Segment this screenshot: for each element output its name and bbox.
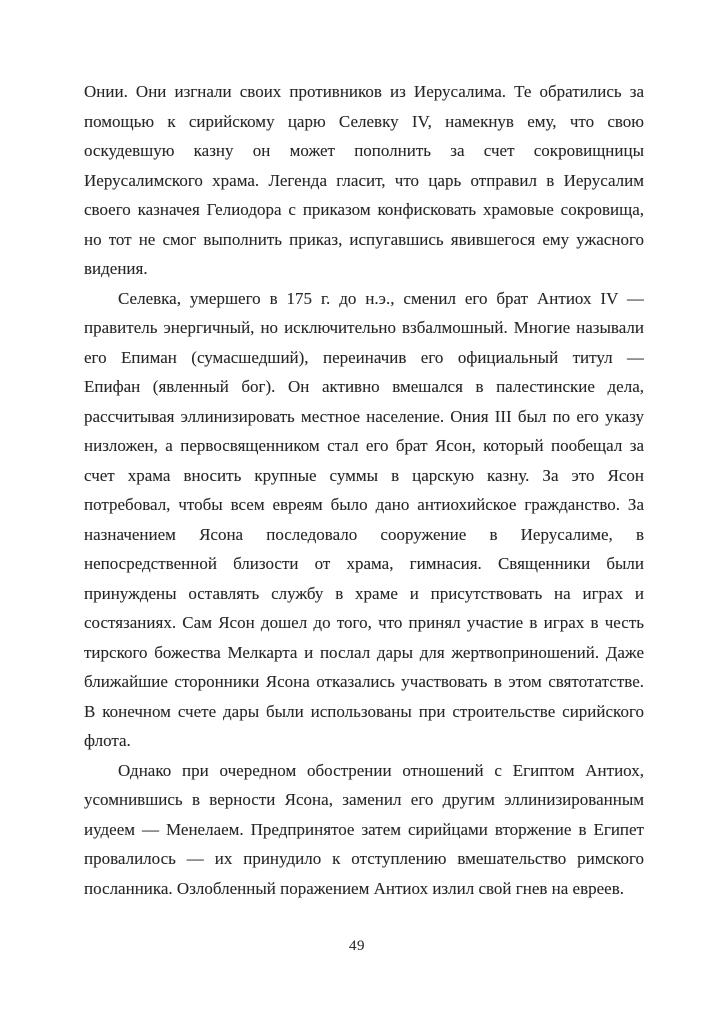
text-line: флота. (84, 731, 131, 750)
text-line: видения. (84, 259, 148, 278)
text-line: В конечном счете дары были использованы при строительстве сирийского (84, 701, 644, 721)
text-line: своего казначея Гелиодора с приказом конфисковать храмовые сокровища, (84, 200, 644, 219)
text-line: принуждены оставлять службу в храме и присутствовать на играх и (84, 583, 644, 603)
text-line: Иерусалимского храма. Легенда гласит, что царь отправил в Иерусалим (84, 170, 644, 190)
text-line: провалилось — их принудило к отступлению вмешательство римского (84, 849, 644, 868)
text-body (84, 77, 644, 903)
text-line: ближайшие сторонники Ясона отказались участвовать в этом святотатстве. (84, 672, 644, 691)
text-line: низложен, а первосвященником стал его брат Ясон, который пообещал за (84, 436, 644, 455)
paragraph (84, 284, 644, 756)
text-line: Однако при очередном обострении отношений с Египтом Антиох, (118, 760, 644, 780)
text-line: счет храма вносить крупные суммы в царскую казну. За это Ясон (84, 465, 644, 485)
text-line: непосредственной близости от храма, гимнасия. Священники были (84, 554, 644, 573)
text-line: оскудевшую казну он может пополнить за счет сокровищницы (84, 141, 644, 160)
text-line: рассчитывая эллинизировать местное население. Ония III был по его указу (84, 406, 644, 426)
text-line: но тот не смог выполнить приказ, испугавшись явившегося ему ужасного (84, 229, 644, 249)
page-number: 49 (349, 938, 365, 954)
text-line: состязаниях. Сам Ясон дошел до того, что принял участие в играх в честь (84, 613, 644, 632)
text-line: иудеем — Менелаем. Предпринятое затем сирийцами вторжение в Египет (84, 819, 644, 839)
text-line: Епифан (явленный бог). Он активно вмешался в палестинские дела, (84, 377, 644, 396)
text-line: посланника. Озлобленный поражением Антиох излил свой гнев на евреев. (84, 878, 624, 898)
text-line: Онии. Они изгнали своих противников из Иерусалима. Те обратились за (84, 82, 644, 101)
text-line: тирского божества Мелкарта и послал дары для жертвоприношений. Даже (84, 642, 644, 662)
text-line: его Епиман (сумасшедший), переиначив его официальный титул — (84, 347, 644, 367)
text-line: помощью к сирийскому царю Селевку IV, намекнув ему, что свою (84, 111, 644, 131)
paragraph (84, 756, 644, 904)
paragraph (84, 77, 644, 284)
text-line: правитель энергичный, но исключительно взбалмошный. Многие называли (84, 318, 644, 337)
text-line: усомнившись в верности Ясона, заменил его другим эллинизированным (84, 790, 644, 809)
text-line: Селевка, умершего в 175 г. до н.э., сменил его брат Антиох IV — (118, 288, 644, 308)
text-line: назначением Ясона последовало сооружение в Иерусалиме, в (84, 524, 644, 544)
text-line: потребовал, чтобы всем евреям было дано антиохийское гражданство. За (84, 495, 644, 514)
